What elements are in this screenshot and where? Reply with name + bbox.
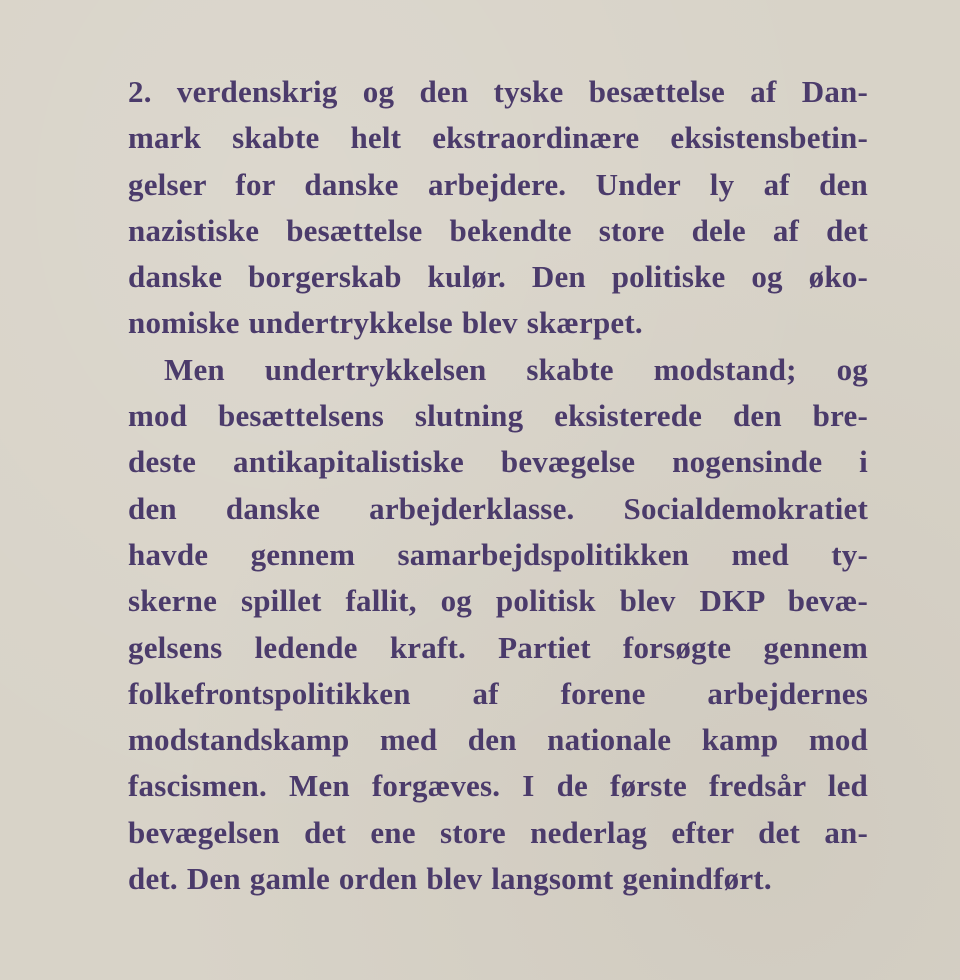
text-line: Men undertrykkelsen skabte modstand; og	[164, 351, 868, 387]
paragraph-2	[128, 347, 868, 903]
text-line: mark skabte helt ekstraordinære eksistensbetin-	[128, 120, 868, 156]
body-text	[128, 69, 868, 902]
text-line: mod besættelsens slutning eksisterede den bre-	[128, 398, 868, 434]
text-line: det. Den gamle orden blev langsomt genindført.	[128, 861, 772, 897]
text-line: modstandskamp med den nationale kamp mod	[128, 722, 868, 758]
text-line: nomiske undertrykkelse blev skærpet.	[128, 305, 643, 341]
text-line: deste antikapitalistiske bevægelse nogensinde i	[128, 444, 868, 480]
text-line: skerne spillet fallit, og politisk blev DKP bevæ-	[128, 583, 868, 619]
text-line: den danske arbejderklasse. Socialdemokratiet	[128, 490, 868, 526]
text-line: 2. verdenskrig og den tyske besættelse af Dan-	[128, 74, 868, 109]
paragraph-1	[128, 69, 868, 347]
text-line: nazistiske besættelse bekendte store dele af det	[128, 212, 868, 248]
text-line: bevægelsen det ene store nederlag efter det an-	[128, 814, 868, 850]
text-line: fascismen. Men forgæves. I de første fredsår led	[128, 768, 868, 804]
text-line: danske borgerskab kulør. Den politiske og øko-	[128, 259, 868, 295]
text-line: gelser for danske arbejdere. Under ly af den	[128, 166, 868, 202]
text-line: folkefrontspolitikken af forene arbejdernes	[128, 675, 868, 711]
text-line: gelsens ledende kraft. Partiet forsøgte gennem	[128, 629, 868, 665]
text-line: havde gennem samarbejdspolitikken med ty-	[128, 536, 868, 572]
